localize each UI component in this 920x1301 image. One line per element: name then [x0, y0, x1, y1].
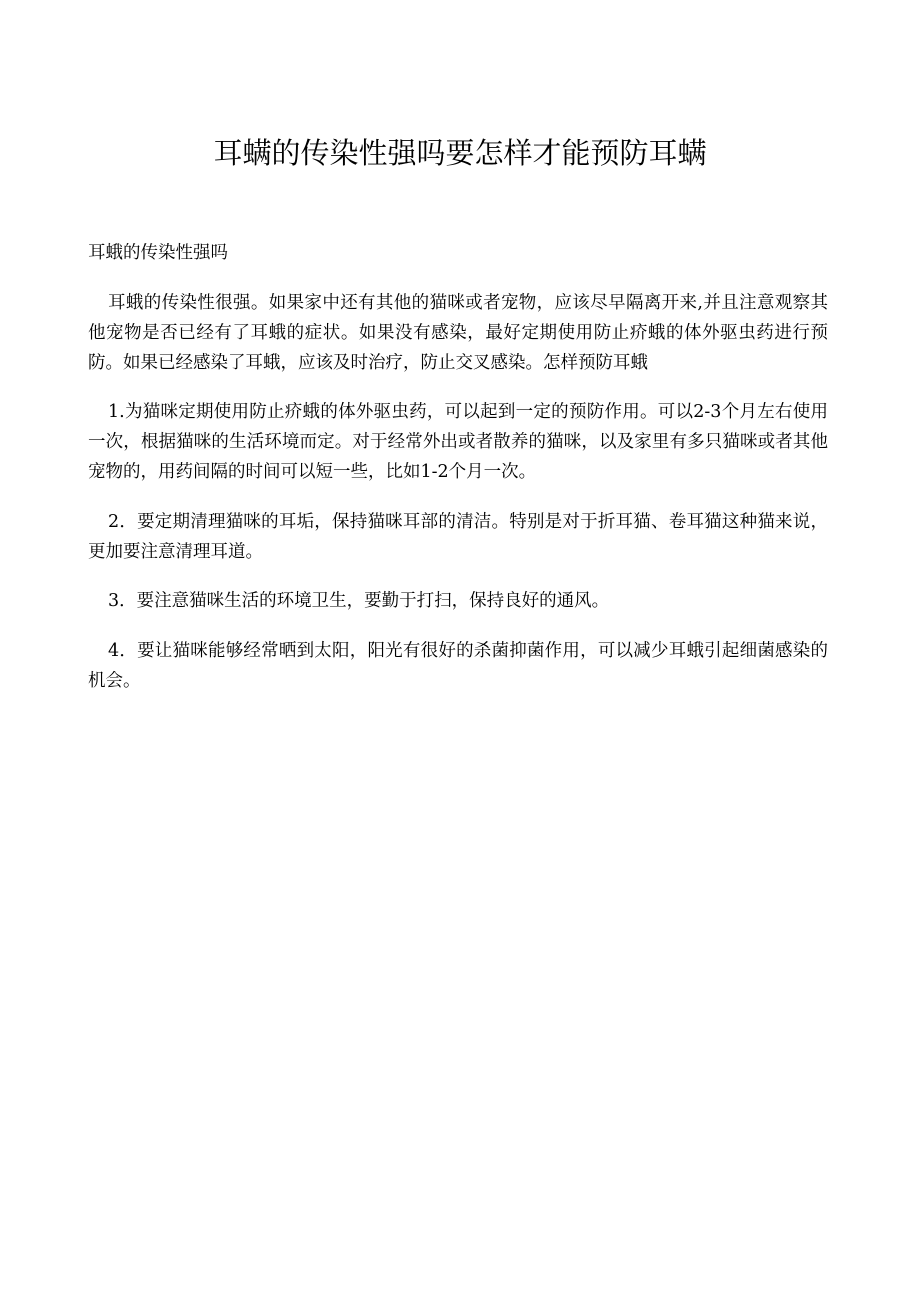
list-item-number: 3	[108, 591, 120, 611]
document-body	[88, 238, 828, 715]
list-item-text: ．要注意猫咪生活的环境卫生，要勤于打扫，保持良好的通风。	[119, 591, 610, 611]
section-heading: 耳蛾的传染性强吗	[88, 243, 228, 263]
list-item-text: ．要让猫咪能够经常晒到太阳，阳光有很好的杀菌抑菌作用，可以减少耳蛾引起细菌感染的机会。	[88, 640, 828, 691]
list-item-4	[88, 636, 828, 696]
list-item-number: 4	[108, 640, 120, 661]
list-item-text: 为猫咪定期使用防止疥蛾的体外驱虫药，可以起到一定的预防作用。可以2-3个月左右使用一次，根据猫咪的生活环境而定。对于经常外出或者散养的猫咪，以及家里有多只猫咪或者其他宠物的，用药间隔的时间可以短一些，比如1-2个月一次。	[88, 402, 828, 482]
list-item-1	[88, 397, 828, 487]
list-item-text: ．要定期清理猫咪的耳垢，保持猫咪耳部的清洁。特别是对于折耳猫、卷耳猫这种猫来说，更加要注意清理耳道。	[88, 511, 828, 562]
list-item-3	[88, 586, 828, 616]
list-item-number: 1.	[108, 402, 125, 422]
list-item-number: 2	[108, 511, 120, 532]
list-item-2	[88, 507, 828, 567]
page-title: 耳螨的传染性强吗要怎样才能预防耳螨	[213, 136, 707, 170]
paragraph-intro: 耳蛾的传染性很强。如果家中还有其他的猫咪或者宠物，应该尽早隔离开来,并且注意观察其他宠物是否已经有了耳蛾的症状。如果没有感染，最好定期使用防止疥蛾的体外驱虫药进行预防。如果已经感染了耳蛾，应该及时治疗，防止交叉感染。怎样预防耳蛾	[88, 292, 828, 373]
